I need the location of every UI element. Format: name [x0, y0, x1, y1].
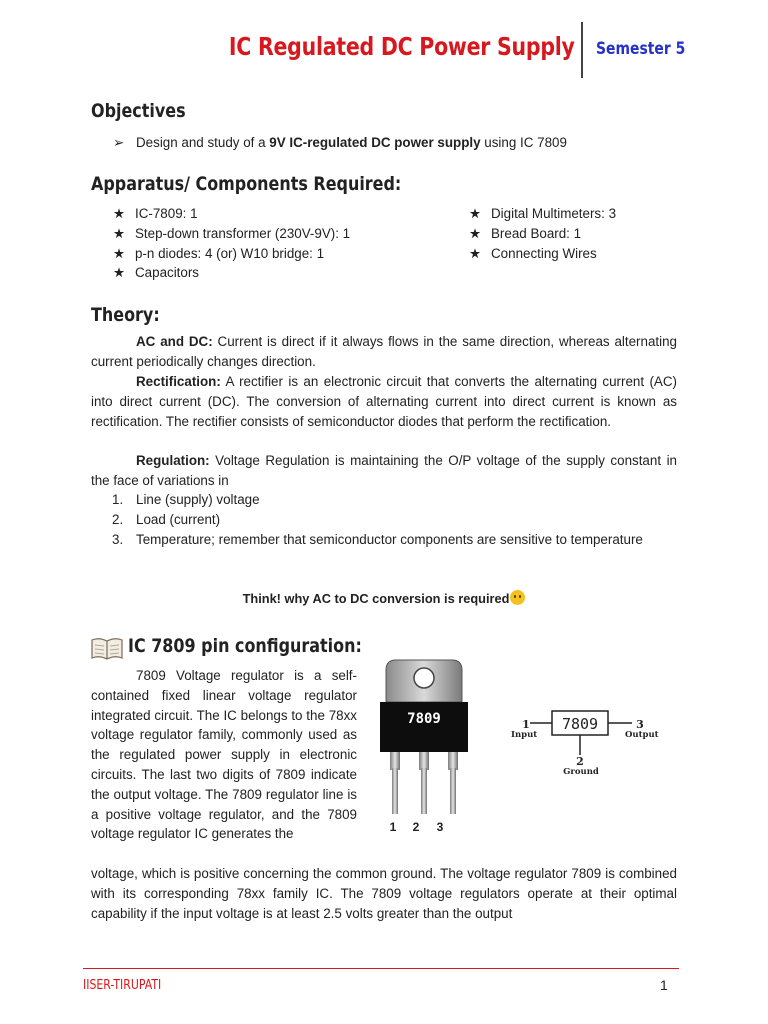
pin1-label: Input [511, 730, 538, 740]
rectification-label: Rectification: [136, 374, 221, 389]
regulation-text: Voltage Regulation is maintaining the O/P voltage of the supply constant in the face of variations in [91, 453, 677, 488]
apparatus-item [113, 265, 199, 281]
star-bullet-icon: ★ [113, 265, 126, 280]
pin1-number: 1 [522, 718, 530, 731]
apparatus-item-label: Digital Multimeters: 3 [491, 206, 617, 221]
objective-item [113, 135, 567, 151]
apparatus-item-label: Connecting Wires [491, 246, 597, 261]
pin2-label: Ground [563, 767, 599, 777]
rectification-text: A rectifier is an electronic circuit that converts the alternating current (AC) into direct current (DC). The conversion of alternating current into direct current is known as rectification. The rectifier consists of semiconductor diodes that perform the rectification. [91, 374, 677, 429]
apparatus-heading: Apparatus/ Components Required: [91, 173, 402, 195]
document-title: IC Regulated DC Power Supply [229, 32, 575, 61]
objective-text-pre: Design and study of a [136, 135, 270, 150]
regulation-paragraph [91, 451, 677, 491]
apparatus-item [113, 246, 324, 262]
footer-divider [83, 968, 679, 969]
list-item [112, 530, 678, 550]
pin-config-text: 7809 Voltage regulator is a self-contained fixed linear voltage regulator integrated circuit. The IC belongs to the 78xx voltage regulator family, commonly used as the regulated power supply in electronic circuits. The last two digits of 7809 indicate the output voltage. The 7809 regulator line is a positive voltage regulator, and the 7809 voltage regulator IC generates the [91, 668, 357, 842]
acdc-paragraph [91, 332, 677, 372]
thinking-face-icon [510, 590, 525, 605]
list-item [112, 510, 678, 530]
pin-number-label: 3 [436, 820, 444, 834]
apparatus-item [469, 206, 616, 222]
star-bullet-icon: ★ [113, 246, 126, 261]
apparatus-item [113, 206, 198, 222]
pin2-number: 2 [576, 755, 584, 768]
header-divider [581, 22, 583, 78]
rectification-paragraph [91, 372, 677, 431]
apparatus-item-label: p-n diodes: 4 (or) W10 bridge: 1 [135, 246, 325, 261]
semester-label: Semester 5 [596, 39, 686, 59]
star-bullet-icon: ★ [469, 226, 482, 241]
apparatus-item [469, 226, 581, 242]
think-text: Think! why AC to DC conversion is required [242, 591, 510, 606]
list-number: 3. [112, 531, 124, 547]
acdc-text: Current is direct if it always flows in the same direction, whereas alternating current periodically changes direction. [91, 334, 677, 369]
objective-text-post: using IC 7809 [480, 135, 567, 150]
pin-number-label: 1 [389, 820, 397, 834]
objective-text-bold: 9V IC-regulated DC power supply [269, 135, 481, 150]
apparatus-item-label: IC-7809: 1 [135, 206, 198, 221]
schematic-chip-label: 7809 [561, 715, 599, 733]
pin-config-heading: IC 7809 pin configuration: [128, 635, 362, 657]
apparatus-item-label: Bread Board: 1 [491, 226, 582, 241]
apparatus-item-label: Capacitors [135, 265, 200, 280]
institution-name: IISER-TIRUPATI [83, 978, 162, 993]
regulation-label: Regulation: [136, 453, 210, 468]
apparatus-item [113, 226, 350, 242]
star-bullet-icon: ★ [469, 206, 482, 221]
acdc-label: AC and DC: [136, 334, 213, 349]
list-text: Temperature; remember that semiconductor components are sensitive to temperature [136, 531, 643, 547]
list-item [112, 490, 678, 510]
think-prompt [0, 590, 768, 606]
list-number: 2. [112, 511, 124, 527]
ic-7809-package-illustration [376, 656, 472, 838]
pin3-label: Output [625, 730, 659, 740]
objectives-heading: Objectives [91, 100, 186, 122]
theory-heading: Theory: [91, 304, 160, 326]
list-number: 1. [112, 492, 124, 507]
regulation-variation-list [112, 490, 678, 549]
chip-marking: 7809 [407, 711, 441, 727]
page-number: 1 [660, 977, 668, 993]
pin-number-label: 2 [412, 820, 420, 834]
star-bullet-icon: ★ [113, 226, 126, 241]
open-book-icon [91, 636, 123, 660]
pin3-number: 3 [636, 718, 644, 731]
list-text: Load (current) [136, 511, 221, 527]
apparatus-item-label: Step-down transformer (230V-9V): 1 [135, 226, 351, 241]
pin-config-paragraph-continued: voltage, which is positive concerning the common ground. The voltage regulator 7809 is combined with its corresponding 78xx family IC. The 7809 voltage regulators operate at their optimal capability if the input voltage is at least 2.5 volts greater than the output [91, 866, 677, 921]
star-bullet-icon: ★ [469, 246, 482, 261]
list-text: Line (supply) voltage [136, 492, 260, 507]
pin-config-paragraph [91, 666, 357, 844]
arrow-bullet-icon: ➢ [113, 135, 125, 150]
ic-7809-pinout-schematic [506, 706, 682, 778]
page-header [0, 22, 768, 78]
star-bullet-icon: ★ [113, 206, 126, 221]
apparatus-item [469, 246, 597, 262]
